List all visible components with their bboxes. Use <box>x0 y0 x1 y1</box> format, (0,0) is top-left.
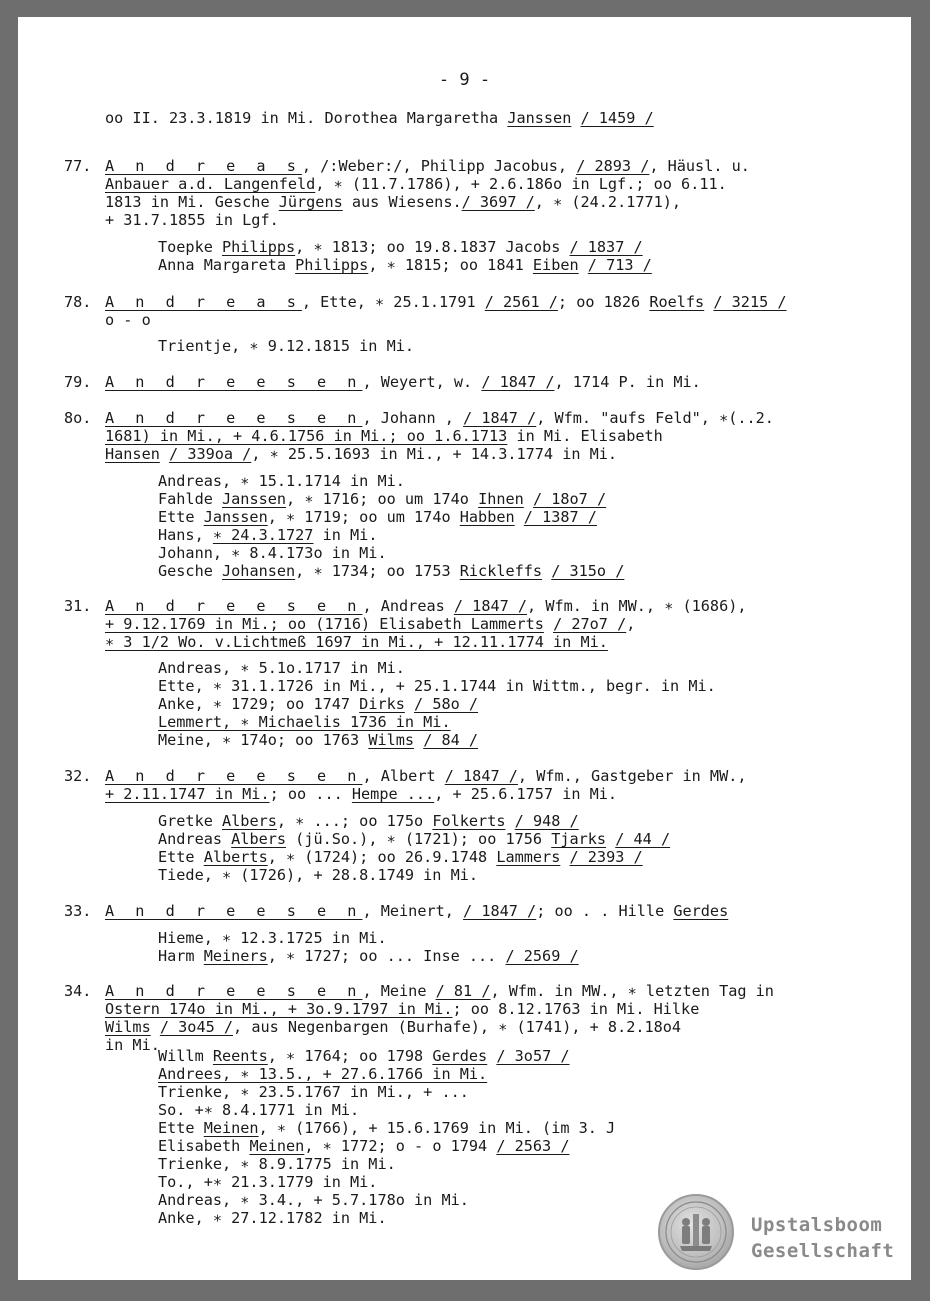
text-span <box>151 1018 160 1036</box>
underlined-text: / 27o7 / <box>553 615 627 633</box>
text-line <box>158 1155 396 1173</box>
underlined-text: / 3o57 / <box>496 1047 570 1065</box>
text-span: Gretke <box>158 812 223 830</box>
text-span: ; oo . . Hille <box>536 902 674 920</box>
underlined-text: A n d r e e s e n <box>105 767 363 785</box>
text-line <box>158 659 405 677</box>
underlined-text: Meinen <box>203 1119 259 1137</box>
text-span: Ette <box>158 848 204 866</box>
document-text <box>18 17 911 1280</box>
text-span: Toepke <box>158 238 223 256</box>
text-span: Anke, ∗ 27.12.1782 in Mi. <box>158 1209 387 1227</box>
watermark-line-2: Gesellschaft <box>751 1240 895 1262</box>
text-span: Ette, ∗ 31.1.1726 in Mi., + 25.1.1744 in Wittm., begr. in Mi. <box>158 677 716 695</box>
text-span: , Andreas <box>362 597 454 615</box>
text-line <box>158 1191 469 1209</box>
underlined-text: / 18o7 / <box>532 490 607 508</box>
underlined-text: Janssen <box>222 490 287 508</box>
text-span: , ∗ 1727; oo ... Inse ... <box>267 947 506 965</box>
text-span: Hieme, ∗ 12.3.1725 in Mi. <box>158 929 387 947</box>
text-line <box>158 731 478 749</box>
underlined-text: Roelfs <box>649 293 705 311</box>
underlined-text: Lemmert, ∗ Michaelis 1736 in Mi. <box>158 713 451 731</box>
text-span: ; oo ... <box>269 785 352 803</box>
underlined-text: / 2563 / <box>496 1137 570 1155</box>
text-span: , ∗ 1764; oo 1798 <box>267 1047 433 1065</box>
text-span: , /:Weber:/, Philipp Jacobus, <box>301 157 577 175</box>
text-line <box>158 1065 487 1083</box>
text-span: , ∗ 25.5.1693 in Mi., + 14.3.1774 in Mi. <box>251 445 618 463</box>
underlined-text: Gerdes <box>432 1047 488 1065</box>
text-line <box>105 311 151 329</box>
underlined-text: / 1847 / <box>463 409 537 427</box>
underlined-text: / 3215 / <box>713 293 787 311</box>
text-span: Meine, ∗ 174o; oo 1763 <box>158 731 369 749</box>
underlined-text: Philipps <box>295 256 369 274</box>
underlined-text: ∗ 3 1/2 Wo. v.Lichtmeß 1697 in Mi., + 12.11.1774 in Mi. <box>105 633 608 651</box>
text-line <box>158 866 478 884</box>
underlined-text: / 2561 / <box>484 293 558 311</box>
underlined-text: Andrees, ∗ 13.5., + 27.6.1766 in Mi. <box>158 1065 488 1083</box>
text-span: , ∗ ...; oo 175o <box>276 812 433 830</box>
text-span: , ∗ (1766), + 15.6.1769 in Mi. (im 3. J <box>258 1119 616 1137</box>
text-span: , <box>626 615 636 633</box>
text-line <box>105 293 787 311</box>
underlined-text: / 3o45 / <box>159 1018 234 1036</box>
text-span: , ∗ 1815; oo 1841 <box>368 256 533 274</box>
text-span <box>579 256 588 274</box>
text-line <box>158 544 387 562</box>
text-span: , ∗ 1734; oo 1753 <box>295 562 460 580</box>
entry-number: 33. <box>64 902 92 920</box>
text-span: , 1714 P. in Mi. <box>554 373 701 391</box>
underlined-text: Albers <box>231 830 287 848</box>
text-span: , Meine <box>362 982 436 1000</box>
underlined-text: Johansen <box>222 562 296 580</box>
underlined-text: Wilms <box>105 1018 151 1036</box>
text-span <box>560 848 569 866</box>
text-span: , ∗ (1724); oo 26.9.1748 <box>267 848 497 866</box>
page-number: - 9 - <box>438 70 491 90</box>
text-line <box>105 902 728 920</box>
text-line <box>105 109 654 127</box>
entry-number: 78. <box>64 293 92 311</box>
underlined-text: A n d r e a s <box>105 293 302 311</box>
underlined-text: Folkerts <box>432 812 506 830</box>
text-span: , Weyert, w. <box>362 373 482 391</box>
underlined-text: / 84 / <box>423 731 479 749</box>
text-span: Ette <box>158 1119 204 1137</box>
text-span: (jü.So.), ∗ (1721); oo 1756 <box>286 830 552 848</box>
text-line <box>158 526 377 544</box>
text-span: Fahlde <box>158 490 223 508</box>
underlined-text: / 2569 / <box>505 947 579 965</box>
text-span: Johann, ∗ 8.4.173o in Mi. <box>158 544 387 562</box>
text-span: in Mi. <box>313 526 378 544</box>
underlined-text: Janssen <box>507 109 572 127</box>
text-span: Andreas, ∗ 3.4., + 5.7.178o in Mi. <box>158 1191 469 1209</box>
underlined-text: Habben <box>459 508 515 526</box>
text-span <box>571 109 580 127</box>
underlined-text: / 1847 / <box>481 373 555 391</box>
text-line <box>158 1137 570 1155</box>
underlined-text: / 1847 / <box>444 767 518 785</box>
underlined-text: A n d r e e s e n <box>105 982 363 1000</box>
underlined-text: / 58o / <box>414 695 479 713</box>
text-line <box>158 812 579 830</box>
text-span: , ∗ (24.2.1771), <box>534 193 682 211</box>
text-span <box>405 695 414 713</box>
text-span: Elisabeth <box>158 1137 250 1155</box>
text-line <box>105 982 774 1000</box>
underlined-text: Jürgens <box>278 193 343 211</box>
text-line <box>158 508 597 526</box>
text-line <box>158 830 670 848</box>
text-line <box>158 1173 377 1191</box>
underlined-text: / 81 / <box>435 982 491 1000</box>
text-line <box>105 1018 681 1036</box>
underlined-text: A n d r e a s <box>105 157 302 175</box>
text-span <box>160 445 169 463</box>
text-span: Ette <box>158 508 204 526</box>
text-span: Willm <box>158 1047 213 1065</box>
text-span: Trienke, ∗ 23.5.1767 in Mi., + ... <box>158 1083 469 1101</box>
underlined-text: Gerdes <box>673 902 729 920</box>
text-span <box>515 508 524 526</box>
text-line <box>105 785 617 803</box>
text-span: ; oo 8.12.1763 in Mi. Hilke <box>452 1000 700 1018</box>
text-line <box>105 1036 160 1054</box>
text-span <box>606 830 615 848</box>
text-line <box>105 193 681 211</box>
underlined-text: Albers <box>222 812 277 830</box>
text-span: Andreas, ∗ 15.1.1714 in Mi. <box>158 472 405 490</box>
text-span <box>487 1047 496 1065</box>
text-span: , aus Negenbargen (Burhafe), ∗ (1741), + 8.2.18o4 <box>233 1018 682 1036</box>
text-span: + 31.7.1855 in Lgf. <box>105 211 279 229</box>
text-span: , Albert <box>362 767 445 785</box>
text-line <box>158 695 478 713</box>
text-line <box>158 1209 387 1227</box>
text-line <box>105 373 701 391</box>
underlined-text: A n d r e e s e n <box>105 409 363 427</box>
text-line <box>158 1101 359 1119</box>
entry-number: 34. <box>64 982 92 1000</box>
text-span: 1813 in Mi. Gesche <box>105 193 279 211</box>
text-line <box>105 597 747 615</box>
text-span: o - o <box>105 311 151 329</box>
underlined-text: / 44 / <box>615 830 671 848</box>
underlined-text: A n d r e e s e n <box>105 597 363 615</box>
text-span: Anke, ∗ 1729; oo 1747 <box>158 695 360 713</box>
text-span: Anna Margareta <box>158 256 296 274</box>
text-span: , Wfm., Gastgeber in MW., <box>517 767 747 785</box>
text-span: aus Wiesens. <box>342 193 462 211</box>
text-span: , Häusl. u. <box>649 157 750 175</box>
entry-number: 8o. <box>64 409 92 427</box>
underlined-text: Wilms <box>368 731 415 749</box>
text-line <box>105 615 635 633</box>
text-span: , Wfm. in MW., ∗ (1686), <box>527 597 747 615</box>
text-span: Hans, <box>158 526 213 544</box>
text-line <box>105 211 279 229</box>
underlined-text: Alberts <box>203 848 268 866</box>
entry-number: 31. <box>64 597 92 615</box>
text-line <box>158 472 405 490</box>
underlined-text: Janssen <box>203 508 268 526</box>
underlined-text: / 1847 / <box>463 902 537 920</box>
text-span: , Wfm. in MW., ∗ letzten Tag in <box>490 982 774 1000</box>
underlined-text: / 339oa / <box>169 445 252 463</box>
text-span: To., +∗ 21.3.1779 in Mi. <box>158 1173 378 1191</box>
text-span: , ∗ 1813; oo 19.8.1837 Jacobs <box>295 238 570 256</box>
underlined-text: Philipps <box>222 238 296 256</box>
text-span: Harm <box>158 947 204 965</box>
underlined-text: Meiners <box>203 947 268 965</box>
document-page <box>18 17 911 1280</box>
text-line <box>158 947 579 965</box>
text-span: , ∗ 1772; o - o 1794 <box>304 1137 497 1155</box>
watermark-text <box>751 1212 894 1264</box>
text-span: , Meinert, <box>362 902 464 920</box>
text-line <box>158 256 652 274</box>
underlined-text: A n d r e e s e n <box>105 902 363 920</box>
underlined-text: / 1847 / <box>453 597 528 615</box>
text-line <box>158 713 451 731</box>
text-span: Trientje, ∗ 9.12.1815 in Mi. <box>158 337 415 355</box>
underlined-text: + 9.12.1769 in Mi.; oo (1716) Elisabeth Lammerts <box>105 615 544 633</box>
underlined-text: Reents <box>212 1047 268 1065</box>
text-line <box>158 848 643 866</box>
underlined-text: Rickleffs <box>459 562 543 580</box>
underlined-text: Eiben <box>532 256 579 274</box>
text-span: , Ette, ∗ 25.1.1791 <box>301 293 485 311</box>
underlined-text: / 3697 / <box>461 193 535 211</box>
underlined-text: Meinen <box>249 1137 305 1155</box>
entry-number: 79. <box>64 373 92 391</box>
underlined-text: Anbauer a.d. Langenfeld <box>105 175 316 193</box>
underlined-text: Hempe ... <box>351 785 435 803</box>
entry-number: 32. <box>64 767 92 785</box>
text-line <box>158 238 643 256</box>
text-span: in Mi. <box>105 1036 160 1054</box>
text-span: in Mi. Elisabeth <box>507 427 663 445</box>
underlined-text: / 2393 / <box>569 848 643 866</box>
text-line <box>105 409 774 427</box>
underlined-text: Hansen <box>105 445 160 463</box>
text-span: , ∗ (11.7.1786), + 2.6.186o in Lgf.; oo 6.11. <box>315 175 727 193</box>
text-line <box>158 562 624 580</box>
underlined-text: A n d r e e s e n <box>105 373 363 391</box>
watermark-line-1: Upstalsboom <box>751 1214 883 1236</box>
text-line <box>158 490 606 508</box>
text-line <box>158 1083 469 1101</box>
text-span: , + 25.6.1757 in Mi. <box>434 785 618 803</box>
text-span <box>524 490 533 508</box>
entry-number: 77. <box>64 157 92 175</box>
text-span: Trienke, ∗ 8.9.1775 in Mi. <box>158 1155 396 1173</box>
text-span: So. +∗ 8.4.1771 in Mi. <box>158 1101 360 1119</box>
underlined-text: / 1837 / <box>569 238 643 256</box>
text-span: , ∗ 1716; oo um 174o <box>286 490 479 508</box>
underlined-text: / 1459 / <box>580 109 654 127</box>
text-line <box>158 677 716 695</box>
underlined-text: / 2893 / <box>576 157 650 175</box>
text-line <box>105 1000 699 1018</box>
text-line <box>158 337 414 355</box>
text-span <box>414 731 423 749</box>
text-span: Tiede, ∗ (1726), + 28.8.1749 in Mi. <box>158 866 479 884</box>
text-line <box>105 427 663 445</box>
underlined-text: Tjarks <box>551 830 607 848</box>
text-line <box>158 1047 570 1065</box>
underlined-text: 1681) in Mi., + 4.6.1756 in Mi.; oo 1.6.1713 <box>105 427 508 445</box>
underlined-text: / 1387 / <box>523 508 597 526</box>
underlined-text: / 713 / <box>587 256 652 274</box>
underlined-text: Ostern 174o in Mi., + 3o.9.1797 in Mi. <box>105 1000 453 1018</box>
text-span: , ∗ 1719; oo um 174o <box>267 508 460 526</box>
text-span <box>704 293 713 311</box>
seal-icon <box>658 1194 734 1270</box>
underlined-text: Lammers <box>496 848 561 866</box>
underlined-text: + 2.11.1747 in Mi. <box>105 785 270 803</box>
underlined-text: Ihnen <box>478 490 524 508</box>
text-line <box>105 633 608 651</box>
text-span: , Johann , <box>362 409 464 427</box>
underlined-text: Dirks <box>359 695 405 713</box>
text-line <box>105 445 617 463</box>
text-line <box>105 157 750 175</box>
underlined-text: / 948 / <box>514 812 579 830</box>
text-line <box>105 175 727 193</box>
text-line <box>158 929 387 947</box>
text-span: Gesche <box>158 562 223 580</box>
underlined-text: / 315o / <box>551 562 625 580</box>
text-line <box>105 767 747 785</box>
text-span: ; oo 1826 <box>557 293 650 311</box>
text-span: Andreas, ∗ 5.1o.1717 in Mi. <box>158 659 405 677</box>
text-span <box>506 812 515 830</box>
text-span: Andreas <box>158 830 232 848</box>
underlined-text: ∗ 24.3.1727 <box>212 526 314 544</box>
text-span: , Wfm. "aufs Feld", ∗(..2. <box>536 409 774 427</box>
text-span: oo II. 23.3.1819 in Mi. Dorothea Margaretha <box>105 109 508 127</box>
text-span <box>542 562 551 580</box>
text-span <box>544 615 553 633</box>
text-line <box>158 1119 615 1137</box>
